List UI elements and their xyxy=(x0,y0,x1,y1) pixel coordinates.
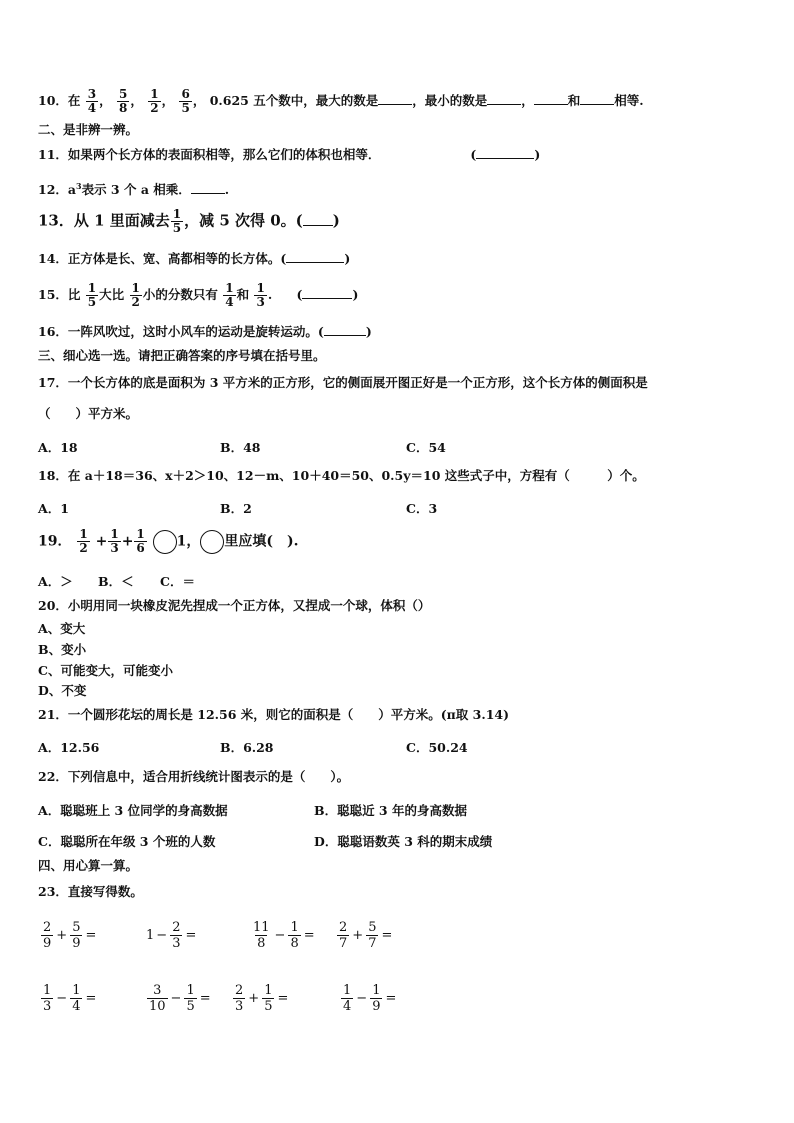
option-b[interactable]: B．6.28 xyxy=(220,740,274,755)
compare-circle[interactable] xyxy=(200,530,224,554)
question-21: 21．一个圆形花坛的周长是 12.56 米，则它的面积是（ ）平方米。(π取 3.14) xyxy=(38,707,510,722)
option-a[interactable]: A．聪聪班上 3 位同学的身高数据 xyxy=(38,803,228,818)
answer-blank[interactable] xyxy=(303,213,333,226)
question-19: 19． $\frac{1}{2}$ + $\frac{1}{3}$ + $\frac{1}{6}$ 1， 里应填( ). xyxy=(38,527,299,555)
calc-item: $\frac{11}{8}$ − $\frac{1}{8}$ = xyxy=(253,920,315,951)
answer-blank[interactable] xyxy=(302,286,352,299)
section-4-title: 四、用心算一算。 xyxy=(38,858,139,873)
option-c[interactable]: C．＝ xyxy=(160,574,195,589)
question-13: 13．从 1 里面减去 $\frac{1}{5}$ ，减 5 次得 0。( ) xyxy=(38,207,340,235)
question-11: 11．如果两个长方体的表面积相等，那么它们的体积也相等． ( ) xyxy=(38,147,541,162)
calc-item: $\frac{2}{3}$ + $\frac{1}{5}$ = xyxy=(235,983,289,1014)
option-b[interactable]: B．聪聪近 3 年的身高数据 xyxy=(314,803,467,818)
option-a[interactable]: A．18 xyxy=(38,440,78,455)
fraction: $\frac{1}{3}$ xyxy=(110,527,119,555)
answer-blank[interactable] xyxy=(580,92,614,105)
option-c[interactable]: C．54 xyxy=(406,440,446,455)
section-2-title: 二、是非辨一辨。 xyxy=(38,122,139,137)
option-c[interactable]: C．3 xyxy=(406,501,438,516)
question-17-cont: （ ）平方米。 xyxy=(38,406,139,421)
fraction: $\frac{1}{2}$ xyxy=(150,87,159,115)
answer-blank[interactable] xyxy=(487,92,521,105)
fraction: $\frac{1}{4}$ xyxy=(225,281,234,309)
calc-item: $\frac{2}{7}$ + $\frac{5}{7}$ = xyxy=(339,920,393,951)
question-16: 16．一阵风吹过，这时小风车的运动是旋转运动。( ) xyxy=(38,324,372,339)
answer-blank[interactable] xyxy=(534,92,568,105)
calc-item: $\frac{3}{10}$ − $\frac{1}{5}$ = xyxy=(149,983,211,1014)
question-18: 18．在 a＋18＝36、x＋2＞10、12－m、10＋40＝50、0.5y＝10 这些式子中，方程有（ ）个。 xyxy=(38,468,645,483)
fraction: $\frac{1}{5}$ xyxy=(172,207,182,235)
answer-blank[interactable] xyxy=(286,250,344,263)
fraction: $\frac{6}{5}$ xyxy=(181,87,190,115)
fraction: $\frac{1}{2}$ xyxy=(79,527,88,555)
option-a[interactable]: A．1 xyxy=(38,501,69,516)
fraction: $\frac{3}{4}$ xyxy=(87,87,97,115)
calc-item: 1 − $\frac{2}{3}$ = xyxy=(146,920,197,951)
fraction: $\frac{1}{6}$ xyxy=(136,527,145,555)
fraction: $\frac{1}{5}$ xyxy=(87,281,97,309)
question-22: 22．下列信息中，适合用折线统计图表示的是（ ）。 xyxy=(38,769,350,784)
fraction: $\frac{1}{2}$ xyxy=(131,281,140,309)
option-c[interactable]: C、可能变大，可能变小 xyxy=(38,663,173,678)
option-a[interactable]: A．12.56 xyxy=(38,740,100,755)
calc-item: $\frac{1}{4}$ − $\frac{1}{9}$ = xyxy=(343,983,397,1014)
question-15: 15．比 $\frac{1}{5}$ 大比 $\frac{1}{2}$ 小的分数只有 $\frac{1}{4}$ 和 $\frac{1}{3}$ . ( ) xyxy=(38,281,359,309)
calc-item: $\frac{1}{3}$ − $\frac{1}{4}$ = xyxy=(43,983,97,1014)
option-c[interactable]: C．50.24 xyxy=(406,740,468,755)
question-14: 14．正方体是长、宽、高都相等的长方体。( ) xyxy=(38,251,351,266)
option-c[interactable]: C．聪聪所在年级 3 个班的人数 xyxy=(38,834,216,849)
answer-blank[interactable] xyxy=(378,92,412,105)
question-10: 10．在 $\frac{3}{4}$ ， $\frac{5}{8}$ ， $\frac{1}{2}$ ， $\frac{6}{5}$ ， 0.625 五个数中，最大的数是 ，最小的数是 ， 和 相等. xyxy=(38,87,644,115)
option-b[interactable]: B．2 xyxy=(220,501,252,516)
section-3-title: 三、细心选一选。请把正确答案的序号填在括号里。 xyxy=(38,348,326,363)
answer-blank[interactable] xyxy=(324,323,366,336)
calc-item: $\frac{2}{9}$ + $\frac{5}{9}$ = xyxy=(43,920,97,951)
answer-blank[interactable] xyxy=(476,146,534,159)
option-a[interactable]: A．＞ xyxy=(38,574,73,589)
question-12: 12．$a^3$表示 3 个 a 相乘． . xyxy=(38,181,230,198)
option-b[interactable]: B．48 xyxy=(220,440,261,455)
fraction: $\frac{1}{3}$ xyxy=(256,281,265,309)
option-a[interactable]: A、变大 xyxy=(38,621,86,636)
compare-circle[interactable] xyxy=(153,530,177,554)
option-d[interactable]: D．聪聪语数英 3 科的期末成绩 xyxy=(314,834,493,849)
fraction: $\frac{5}{8}$ xyxy=(119,87,128,115)
option-b[interactable]: B、变小 xyxy=(38,642,87,657)
question-17: 17．一个长方体的底是面积为 3 平方米的正方形，它的侧面展开图正好是一个正方形，这个长方体的侧面积是 xyxy=(38,375,648,390)
option-d[interactable]: D、不变 xyxy=(38,683,87,698)
question-23: 23．直接写得数。 xyxy=(38,884,143,899)
answer-blank[interactable] xyxy=(191,181,225,194)
option-b[interactable]: B．＜ xyxy=(98,574,134,589)
question-20: 20．小明用同一块橡皮泥先捏成一个正方体，又捏成一个球，体积（） xyxy=(38,598,431,613)
